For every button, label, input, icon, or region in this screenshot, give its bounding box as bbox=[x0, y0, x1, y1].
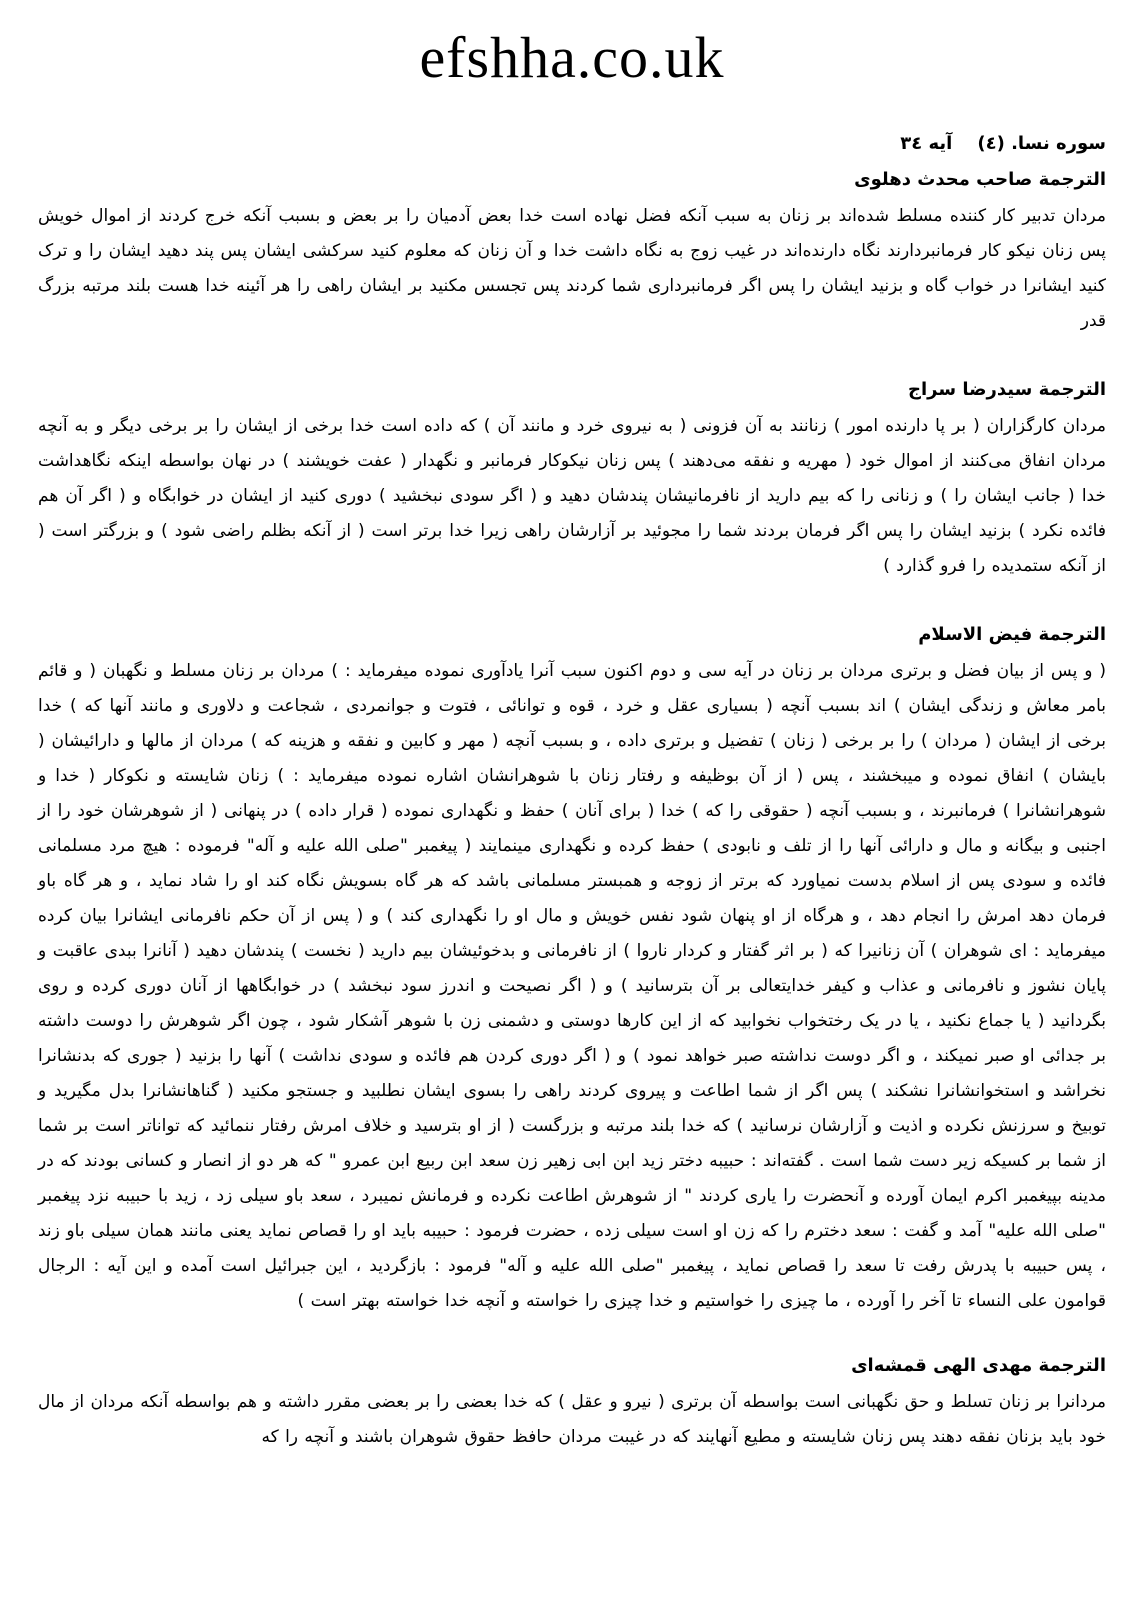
translation-section-qamshei bbox=[38, 1353, 1106, 1455]
translation-heading-dehlavi: الترجمة صاحب محدث دهلوی bbox=[854, 169, 1106, 190]
translation-section-dehlavi bbox=[38, 167, 1106, 339]
translation-text-seraj: مردان کارگزاران ( بر پا دارنده امور ) زنانند به آن فزونی ( به نیروی خرد و مانند آن ) که داده است خدا برخی از ایشان را بر برخی دیگر و به آنچه مردان انفاق می‌کنند از اموال خود ( مهریه و نفقه می‌دهند ) پس زنان نیکوکار فرمانبر و نگهدار ( عفت خویشند ) در نهان بواسطه اینکه نگاهداشت خدا ( جانب ایشان را ) و زنانی را که بیم دارید از نافرمانیشان پندشان دهید و ( اگر سودی نبخشید ) دوری کنید از ایشان در خوابگاه و ( اگر آن هم فائده نکرد ) بزنید ایشان را پس اگر فرمان بردند شما را مجوئید بر آزارشان راهی زیرا خدا برتر است ( از آنکه بظلم راضی شود ) و بزرگتر است ( از آنکه ستمدیده را فرو گذارد ) bbox=[38, 416, 1106, 576]
translation-section-seraj bbox=[38, 377, 1106, 584]
translation-heading-seraj: الترجمة سیدرضا سراج bbox=[908, 379, 1106, 400]
translation-section-feyz bbox=[38, 622, 1106, 1319]
verse-heading: سوره نسا. (٤) آیه ٣٤ bbox=[900, 133, 1106, 154]
translation-text-dehlavi: مردان تدبیر کار کننده مسلط شده‌اند بر زنان به سبب آنکه فضل نهاده است خدا بعض آدمیان را بر بعض و بسبب آنکه خرج کردند از اموال خویش پس زنان نیکو کار فرمانبردارند نگاه دارنده‌اند در غیب زوج به نگاه داشت خدا و آن زنان که معلوم کنید سرکشی ایشان پس پند دهید ایشان را و ترک کنید ایشانرا در خواب گاه و بزنید ایشان را پس اگر فرمانبرداری شما کردند پس تجسس مکنید بر ایشان راهی را هر آئینه خدا هست بلند مرتبه بزرگ قدر bbox=[38, 206, 1106, 331]
translation-heading-feyz: الترجمة فیض الاسلام bbox=[918, 624, 1106, 645]
translation-heading-qamshei: الترجمة مهدی الهی قمشه‌ای bbox=[851, 1355, 1106, 1376]
translation-text-feyz: ( و پس از بیان فضل و برتری مردان بر زنان در آیه سی و دوم اکنون سبب آنرا یادآوری نموده میفرماید : ) مردان بر زنان مسلط و نگهبان ( و قائم بامر معاش و زندگی ایشان ) اند بسبب آنچه ( بسیاری عقل و خرد ، قوه و توانائی ، فتوت و جوانمردی ، شجاعت و دلاوری و مانند آنها که ) خدا برخی از ایشان ( مردان ) را بر برخی ( زنان ) تفضیل و برتری داده ، و بسبب آنچه ( مهر و کابین و نفقه و هزینه که ) مردان از مالها و دارائیشان ( بایشان ) انفاق نموده و میبخشند ، پس ( از آن بوظیفه و رفتار زنان با شوهرانشان اشاره نموده میفرماید : ) زنان شایسته و نکوکار ( خدا و شوهرانشانرا ) فرمانبرند ، و بسبب آنچه ( حقوقی را که ) خدا ( برای آنان ) حفظ و نگهداری نموده ( قرار داده ) در پنهانی ( از شوهرشان خود را از اجنبی و بیگانه و مال و دارائی آنها را از تلف و نابودی ) حفظ کرده و نگهداری مینمایند ( پیغمبر "صلی الله علیه و آله" فرموده : هیچ مرد مسلمانی فائده و سودی پس از اسلام بدست نمیاورد که برتر از زوجه و همبستر مسلمانی باشد که هر گاه بسویش نگاه کند او را شاد نماید ، و هر گاه باو فرمان دهد امرش را انجام دهد ، و هرگاه از او پنهان شود نفس خویش و مال او را نگهداری کند ) و ( پس از آن حکم نافرمانی ایشانرا بیان کرده میفرماید : ای شوهران ) آن زنانیرا که ( بر اثر گفتار و کردار ناروا ) از نافرمانی و بدخوئیشان بیم دارید ( نخست ) پندشان دهید ( آنانرا ببدی عاقبت و پایان نشوز و نافرمانی و عذاب و کیفر خدایتعالی بر آن بترسانید ) و ( اگر نصیحت و اندرز سود نبخشد ) در خوابگاهها از آنان دوری کرده و روی بگردانید ( یا جماع نکنید ، یا در یک رختخواب نخوابید که از این کارها دوستی و دشمنی زن با شوهر آشکار شود ، چون اگر شوهرش را دوست داشته بر جدائی او صبر نمیکند ، و اگر دوست نداشته صبر خواهد نمود ) و ( اگر دوری کردن هم فائده و سودی نداشت ) آنها را بزنید ( جوری که بدنشانرا نخراشد و استخوانشانرا نشکند ) پس اگر از شما اطاعت و پیروی کردند راهی را بسوی ایشان نطلبید و جستجو مکنید ( گناهانشانرا بدل مگیرید و توبیخ و سرزنش نکرده و اذیت و آزارشان نرسانید ) که خدا بلند مرتبه و بزرگست ( از او بترسید و خلاف امرش رفتار ننمائید که تواناتر است بر شما از شما بر کسیکه زیر دست شما است . گفته‌اند : حبیبه دختر زید ابن ابی زهیر زن سعد ابن ربیع ابن عمرو " که هر دو از انصار و کسانی بودند که در مدینه بپیغمبر اکرم ایمان آورده و آنحضرت را یاری کردند " از شوهرش اطاعت نکرده و فرمانش نمیبرد ، سعد باو سیلی زد ، زید با حبیبه نزد پیغمبر "صلی الله علیه" آمد و گفت : سعد دخترم را که زن او است سیلی زده ، حضرت فرمود : حبیبه باید او را قصاص نماید یعنی مانند همان سیلی باو زند ، پس حبیبه با پدرش رفت تا سعد را قصاص نماید ، پیغمبر "صلی الله علیه و آله" فرمود : بازگردید ، این جبرائیل است آمده و این آیه : الرجال قوامون علی النساء تا آخر را آورده ، ما چیزی را خواستیم و خدا چیزی را خواسته و آنچه خدا خواسته بهتر است ) bbox=[38, 661, 1106, 1311]
site-title: efshha.co.uk bbox=[419, 25, 725, 90]
translation-text-qamshei: مردانرا بر زنان تسلط و حق نگهبانی است بواسطه آن برتری ( نیرو و عقل ) که خدا بعضی را بر بعضی مقرر داشته و هم بواسطه آنکه مردان از مال خود باید بزنان نفقه دهند پس زنان شایسته و مطیع آنهایند که در غیبت مردان حافظ حقوق شوهران باشند و آنچه را که bbox=[38, 1392, 1106, 1447]
